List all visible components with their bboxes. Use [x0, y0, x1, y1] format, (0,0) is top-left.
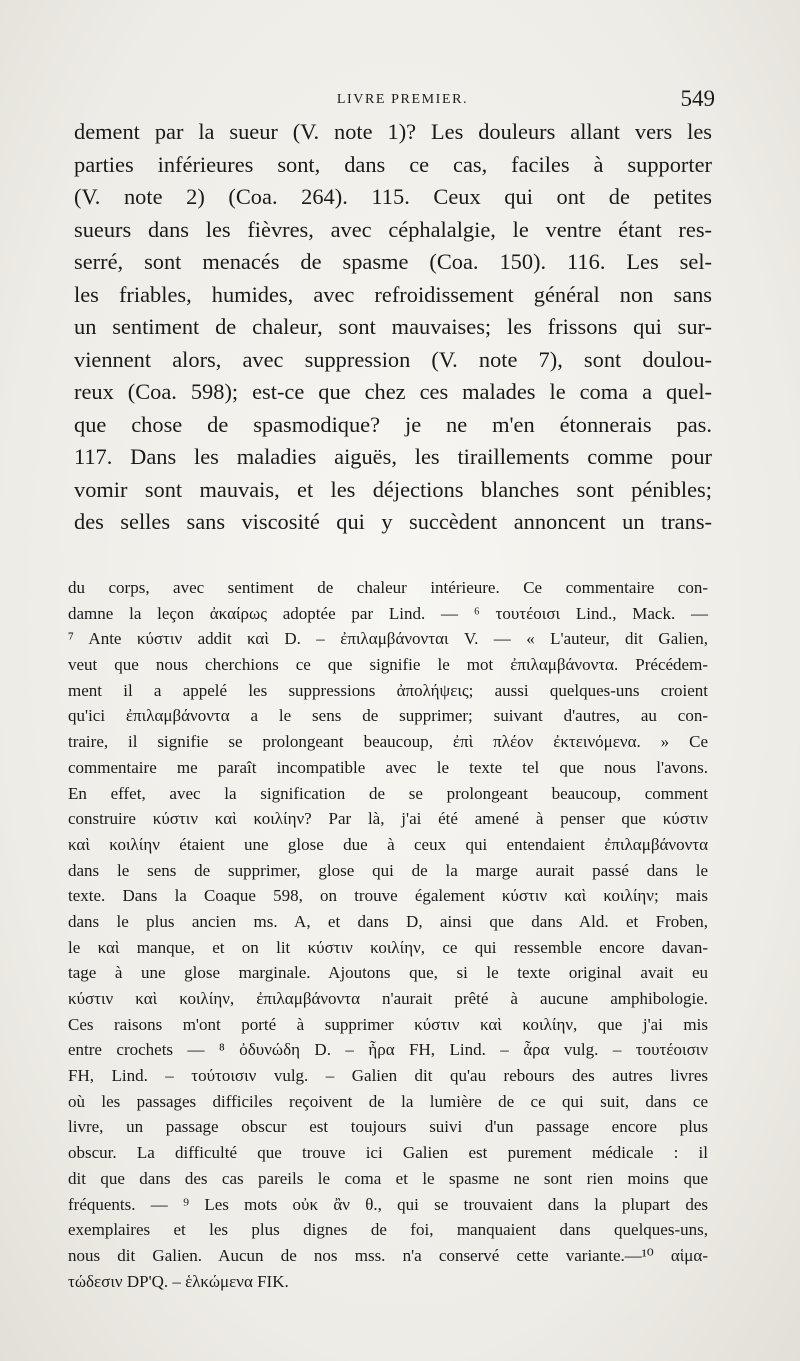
- footnote-line: du corps, avec sentiment de chaleur intérieure. Ce commentaire con-: [68, 578, 708, 597]
- main-line: parties inférieures sont, dans ce cas, faciles à supporter: [74, 151, 712, 177]
- footnote-line: obscur. La difficulté que trouve ici Galien est purement médicale : il: [68, 1143, 708, 1163]
- main-line: sueurs dans les fièvres, avec céphalalgie, le ventre étant res-: [74, 216, 712, 242]
- main-line: reux (Coa. 598); est-ce que chez ces malades le coma a quel-: [74, 379, 712, 404]
- main-line: un sentiment de chaleur, sont mauvaises; les frissons qui sur-: [74, 314, 712, 339]
- footnote-line: traire, il signifie se prolongeant beaucoup, ἐπὶ πλέον ἐκτεινόμενα. » Ce: [68, 732, 708, 752]
- footnote-line: exemplaires et les plus dignes de foi, manquaient dans quelques-uns,: [68, 1220, 708, 1240]
- footnote-line: Ces raisons m'ont porté à supprimer κύστιν καὶ κοιλίην, que j'ai mis: [68, 1014, 708, 1034]
- footnote-line: construire κύστιν καὶ κοιλίην? Par là, j'ai été amené à penser que κύστιν: [68, 809, 708, 829]
- main-line: (V. note 2) (Coa. 264). 115. Ceux qui ont de petites: [74, 184, 712, 209]
- footnote-line: damne la leçon ἀκαίρως adoptée par Lind. — ⁶ τουτέοισι Lind., Mack. —: [68, 603, 708, 623]
- footnote-line: En effet, avec la signification de se prolongeant beaucoup, comment: [68, 783, 708, 803]
- main-line: vomir sont mauvais, et les déjections blanches sont pénibles;: [74, 476, 712, 502]
- footnote-line: où les passages difficiles reçoivent de la lumière de ce qui suit, dans ce: [68, 1091, 708, 1111]
- footnote-line: le καὶ manque, et on lit κύστιν κοιλίην, ce qui ressemble encore davan-: [68, 937, 708, 957]
- footnote-line: ment il a appelé les suppressions ἀπολήψεις; aussi quelques-uns croient: [68, 680, 708, 700]
- main-line: serré, sont menacés de spasme (Coa. 150). 116. Les sel-: [74, 249, 712, 274]
- footnote-line: nous dit Galien. Aucun de nos mss. n'a conservé cette variante.—¹⁰ αἱμα-: [68, 1245, 708, 1265]
- footnote-line: veut que nous cherchions ce que signifie le mot ἐπιλαμβάνοντα. Précédem-: [68, 655, 708, 675]
- footnote-line: dit que dans des cas pareils le coma et le spasme ne sont rien moins que: [68, 1168, 708, 1188]
- footnote-line: qu'ici ἐπιλαμβάνοντα a le sens de supprimer; suivant d'autres, au con-: [68, 706, 708, 726]
- footnote-line: entre crochets — ⁸ ὀδυνώδη D. – ἦρα FH, Lind. – ἆρα vulg. – τουτέοισιν: [68, 1040, 708, 1060]
- main-line: 117. Dans les maladies aiguës, les tiraillements comme pour: [74, 444, 712, 469]
- running-head: [70, 86, 715, 114]
- footnote-line: tage à une glose marginale. Ajoutons que, si le texte original avait eu: [68, 963, 708, 983]
- footnote-line: κύστιν καὶ κοιλίην, ἐπιλαμβάνοντα n'aurait prêté à aucune amphibologie.: [68, 989, 708, 1008]
- main-line: des selles sans viscosité qui y succèdent annoncent un trans-: [74, 509, 712, 534]
- footnote-line: livre, un passage obscur est toujours suivi d'un passage encore plus: [68, 1117, 708, 1137]
- footnote-line: dans le sens de supprimer, glose qui de la marge aurait passé dans le: [68, 860, 708, 880]
- footnote-line: τώδεσιν DP'Q. – ἑλκώμενα FIK.: [68, 1271, 289, 1291]
- footnotes: [68, 575, 708, 1294]
- footnote-line: dans le plus ancien ms. A, et dans D, ainsi que dans Ald. et Froben,: [68, 911, 708, 931]
- main-line: dement par la sueur (V. note 1)? Les douleurs allant vers les: [74, 119, 712, 144]
- main-line: les friables, humides, avec refroidissement général non sans: [74, 281, 712, 307]
- page-number: 549: [680, 86, 715, 111]
- footnote-line: FH, Lind. – τούτοισιν vulg. – Galien dit qu'au rebours des autres livres: [68, 1066, 708, 1086]
- footnote-line: commentaire me paraît incompatible avec le texte tel que nous l'avons.: [68, 757, 708, 777]
- main-line: que chose de spasmodique? je ne m'en étonnerais pas.: [74, 411, 712, 437]
- footnote-line: fréquents. — ⁹ Les mots οὐκ ἂν θ., qui se trouvaient dans la plupart des: [68, 1194, 708, 1214]
- footnote-line: texte. Dans la Coaque 598, on trouve également κύστιν καὶ κοιλίην; mais: [68, 886, 708, 906]
- running-title: LIVRE PREMIER.: [336, 92, 469, 107]
- footnote-line: καὶ κοιλίην étaient une glose due à ceux qui entendaient ἐπιλαμβάνοντα: [68, 834, 708, 854]
- footnote-line: ⁷ Ante κύστιν addit καὶ D. – ἐπιλαμβάνονται V. — « L'auteur, dit Galien,: [68, 629, 708, 649]
- main-text: [74, 116, 712, 539]
- main-line: viennent alors, avec suppression (V. note 7), sont doulou-: [74, 346, 712, 372]
